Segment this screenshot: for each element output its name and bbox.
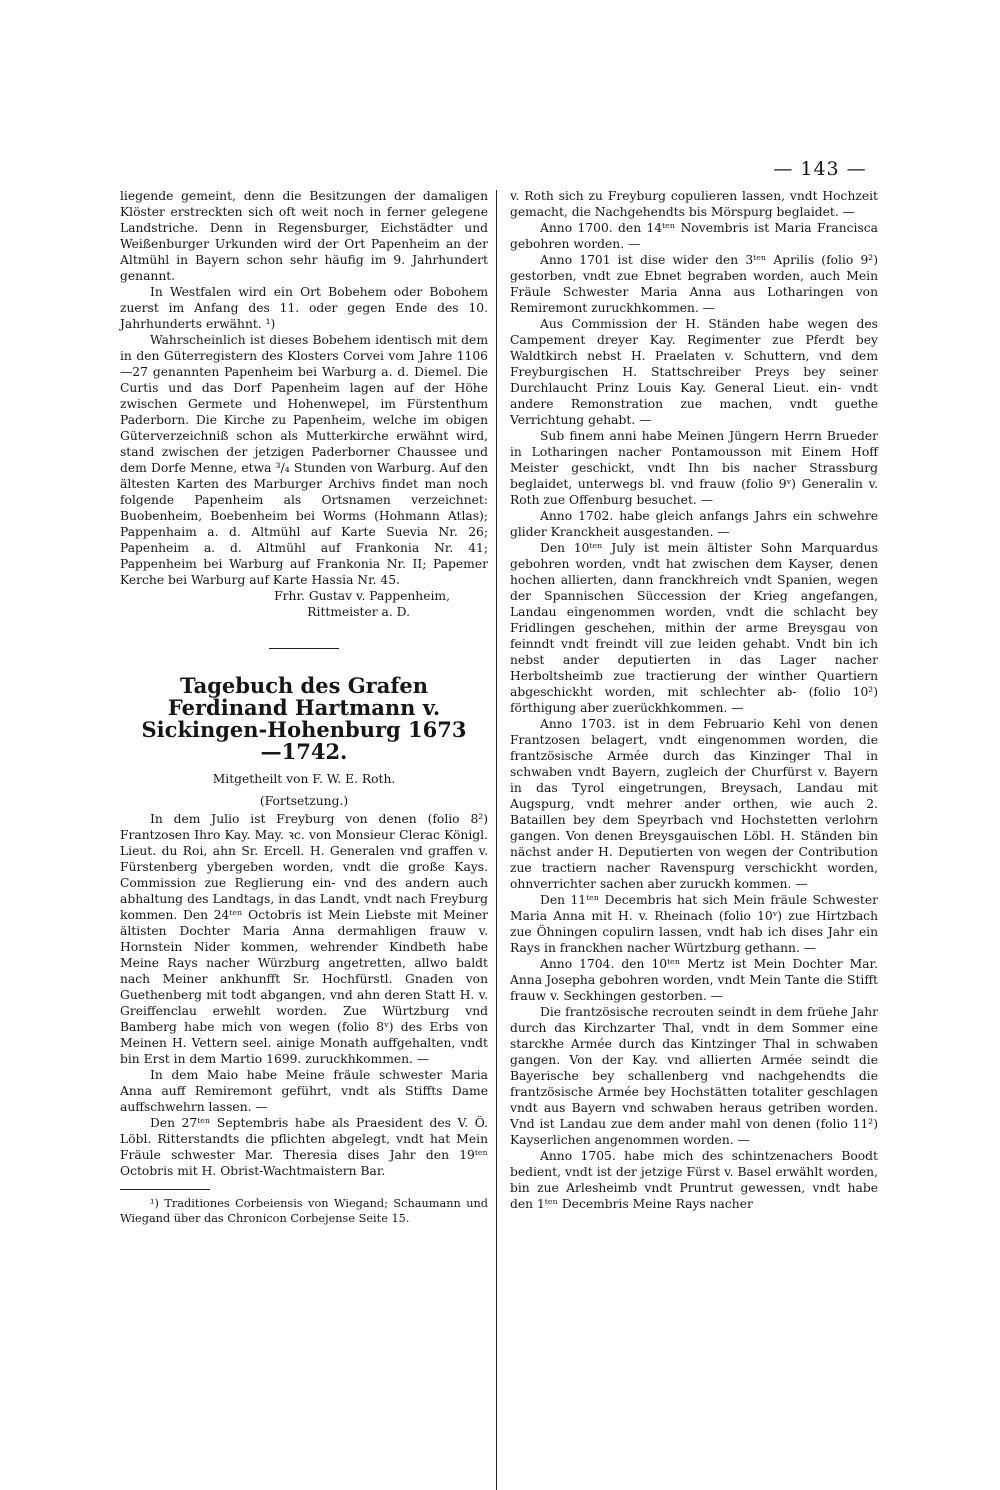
intro-paragraph-1: liegende gemeint, denn die Besitzungen der damaligen Klöster erstreckten sich oft weit noch in ferner gelegene Landstriche. Denn in Regensburger, Eichstädter und Weißenburger Urkunden wird der Ort Papenheim an der Altmühl in Bayern schon sehr häufig im 9. Jahrhundert genannt.	[120, 189, 488, 283]
right-paragraph-10: Anno 1704. den 10ᵗᵉⁿ Mertz ist Mein Dochter Mar. Anna Josepha gebohren worden, vndt Mein Tante die Stifft frauw v. Seckhingen gestorben. —	[510, 957, 878, 1003]
continuation-note: (Fortsetzung.)	[259, 794, 349, 808]
article-paragraph-3: Den 27ᵗᵉⁿ Septembris habe als Praesident des V. Ö. Löbl. Ritterstandts die pflichten abgelegt, vndt hat Mein Fräule schwester Mar. Theresia dises Jahr den 19ᵗᵉⁿ Octobris mit H. Obrist-Wachtmaistern Bar.	[120, 1116, 488, 1178]
article-paragraph-1: In dem Julio ist Freyburg von denen (folio 8²) Frantzosen Ihro Kay. May. ꝛc. von Monsieur Clerac Königl. Lieut. du Roi, ahn Sr. Ercell. H. Generalen vnd graffen v. Fürstenberg ybergeben worden, vndt die große Kays. Commission zue Reglierung ein- vnd des andern auch abhaltung des Landtags, in das Landt, vndt nach Freyburg kommen. Den 24ᵗᵉⁿ Octobris ist Mein Liebste mit Meiner ältisten Dochter Maria Anna dermahligen frauw v. Hornstein Nider kommen, wehrender Kindbeth habe Meine Rays nacher Würzburg angetretten, allwo baldt nach Meiner ankhunfft Sr. Hochfürstl. Gnaden von Guethenberg mit todt abgangen, vnd ahn deren Statt H. v. Greiffenclau erwehlt worden. Zue Würtzburg vnd Bamberg habe mich von wegen (folio 8ᵛ) des Erbs von Meinen H. Vettern seel. ainige Monath auffgehalten, vndt bin Erst in dem Martio 1699. zuruckhkommen. —	[120, 812, 488, 1066]
page-number: — 143 —	[773, 158, 867, 180]
signature	[120, 588, 488, 620]
right-paragraph-3: Anno 1701 ist dise wider den 3ᵗᵉⁿ Aprilis (folio 9²) gestorben, vndt zue Ebnet begraben worden, auch Mein Fräule Schwester Maria Anna aus Lotharingen von Remiremont zuruckhkommen. —	[510, 253, 878, 315]
right-paragraph-12: Anno 1705. habe mich des schintzenachers Boodt bedient, vndt ist der jetzige Fürst v. Basel erwählt worden, bin zue Arlesheimb vndt Pruntrut gewessen, vndt habe den 1ᵗᵉⁿ Decembris Meine Rays nacher	[510, 1149, 878, 1211]
footnote-divider	[120, 1189, 210, 1190]
right-paragraph-11: Die frantzösische recrouten seindt in dem früehe Jahr durch das Kirchzarter Thal, vndt in dem Sommer eine starckhe Armée durch das Kintzinger Thal in schwaben gangen. Von der Kay. vnd allierten Armée seindt die Bayerische bey schallenberg vnd nachgehendts die frantzösische Armée bey Hochstätten totaliter geschlagen vndt aus Bayern vnd schwaben heraus getriben worden. Vnd ist Landau zue dem ander mahl von denen (folio 11²) Kayserlichen angenommen worden. —	[510, 1005, 878, 1147]
column-divider	[496, 190, 497, 1490]
right-paragraph-1: v. Roth sich zu Freyburg copulieren lassen, vndt Hochzeit gemacht, die Nachgehendts bis Mörspurg beglaidet. —	[510, 189, 878, 219]
right-paragraph-6: Anno 1702. habe gleich anfangs Jahrs ein schwehre glider Kranckheit ausgestanden. —	[510, 509, 878, 539]
right-column	[510, 188, 878, 1212]
article-paragraph-2: In dem Maio habe Meine fräule schwester Maria Anna auff Remiremont geführt, vndt als Stiffts Dame auffschwehrn lassen. —	[120, 1068, 488, 1114]
right-paragraph-2: Anno 1700. den 14ᵗᵉⁿ Novembris ist Maria Francisca gebohren worden. —	[510, 221, 878, 251]
intro-paragraph-2: In Westfalen wird ein Ort Bobehem oder Bobohem zuerst im Anfang des 11. oder gegen Ende des 10. Jahrhunderts erwähnt. ¹)	[120, 285, 488, 331]
footnote: ¹) Traditiones Corbeiensis von Wiegand; Schaumann und Wiegand über das Chronicon Corbejense Seite 15.	[120, 1197, 488, 1225]
right-paragraph-4: Aus Commission der H. Ständen habe wegen des Campement dreyer Kay. Regimenter zue Pferdt bey Waldtkirch nebst H. Praelaten v. Schuttern, vnd dem Freyburgischen H. Stattschreiber Preys bey seiner Durchlaucht Prinz Louis Kay. General Lieut. ein- vndt andere Remonstration zue machen, vndt guethe Verrichtung gehabt. —	[510, 317, 878, 427]
left-column	[120, 188, 488, 1226]
right-paragraph-5: Sub finem anni habe Meinen Jüngern Herrn Brueder in Lotharingen nacher Pontamousson mit Einem Hoff Meister geschickt, vndt Ihn bis nacher Strassburg beglaidet, unterwegs bl. vnd frauw (folio 9ᵛ) Generalin v. Roth zue Offenburg besuchet. —	[510, 429, 878, 507]
right-paragraph-7: Den 10ᵗᵉⁿ July ist mein ältister Sohn Marquardus gebohren worden, vndt hat zwischen dem Kayser, denen hochen allierten, dann franckhreich vndt Spanien, wegen der Spannischen Süccession der Krieg angefangen, Landau eingenommen worden, vndt die schlacht bey Fridlingen geschehen, mithin der arme Breysgau von feinndt vndt freindt vill zue leiden gehabt. Vndt bin ich nebst ander deputierten in das Lager nacher Herboltsheimb zue tractierung der winther Quartiern abgeschickht worden, mit schlechter ab- (folio 10²) förthigung aber zuerückhkommen. —	[510, 541, 878, 715]
intro-paragraph-3: Wahrscheinlich ist dieses Bobehem identisch mit dem in den Güterregistern des Klosters Corvei vom Jahre 1106—27 genannten Papenheim bei Warburg a. d. Diemel. Die Curtis und das Dorf Papenheim lagen auf der Höhe zwischen Germete und Hohenwepel, im Fürstenthum Paderborn. Die Kirche zu Papenheim, welche im obigen Güterverzeichniß schon als Mutterkirche erwähnt wird, stand zwischen der jetzigen Paderborner Chaussee und dem Dorfe Menne, etwa ³/₄ Stunden von Warburg. Auf den ältesten Karten des Marburger Archivs findet man noch folgende Papenheim als Ortsnamen verzeichnet: Buobenheim, Boebenheim bei Worms (Hohmann Atlas); Pappenhaim a. d. Altmühl auf Karte Suevia Nr. 26; Papenheim a. d. Altmühl auf Frankonia Nr. 41; Pappenheim bei Warburg auf Frankonia Nr. II; Papemer Kerche bei Warburg auf Karte Hassia Nr. 45.	[120, 333, 488, 587]
right-paragraph-9: Den 11ᵗᵉⁿ Decembris hat sich Mein fräule Schwester Maria Anna mit H. v. Rheinach (folio 10ᵛ) zue Hirtzbach zue Öhningen copulirn lassen, vndt hab ich dises Jahr ein Rays in franckhen nacher Würtzburg gethann. —	[510, 893, 878, 955]
section-divider	[269, 648, 339, 649]
signature-rank: Rittmeister a. D.	[307, 605, 410, 619]
article-title: Tagebuch des Grafen Ferdinand Hartmann v. Sickingen-Hohenburg 1673—1742.	[141, 673, 467, 764]
signature-name: Frhr. Gustav v. Pappenheim,	[274, 589, 450, 603]
right-paragraph-8: Anno 1703. ist in dem Februario Kehl von denen Frantzosen belagert, vndt eingenommen worden, die frantzösische Armée durch das Kinzinger Thal in schwaben vndt Bayern, zugleich der Churfürst v. Bayern in das Tyrol eingetrungen, Breysach, Landau mit Augspurg, vndt mehrer ander orthen, wie auch 2. Bataillen bey dem Speyrbach vnd Hochstetten verlohrn gangen. Von denen Breysgauischen Löbl. H. Ständen bin nächst ander H. Deputierten von wegen der Contribution zue tractiern nacher Ravenspurg verschickht worden, ohnverrichter sachen aber zuruckh kommen. —	[510, 717, 878, 891]
article-byline: Mitgetheilt von F. W. E. Roth.	[212, 772, 396, 786]
